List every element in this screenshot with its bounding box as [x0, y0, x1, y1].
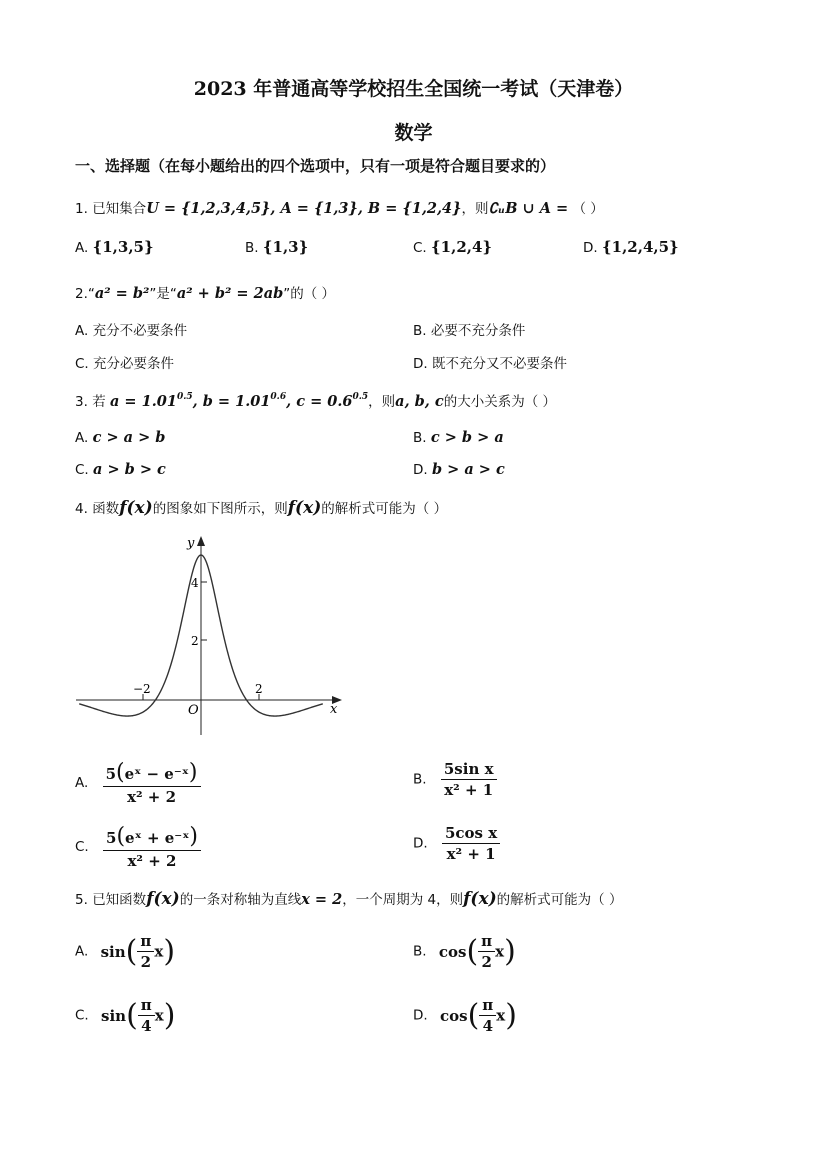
option-label: A.: [75, 323, 89, 339]
option-text: 充分必要条件: [93, 356, 175, 372]
origin-label: O: [188, 703, 199, 718]
option-text: a > b > c: [93, 461, 166, 478]
variable: x: [154, 1006, 164, 1025]
x-tick-label: 2: [255, 682, 263, 696]
denominator: x² + 1: [444, 781, 494, 799]
q5-option-d: D. cos( $\frac{\pi}{4}$ x): [413, 996, 517, 1035]
question-text: ”是“: [149, 286, 177, 302]
option-label: B.: [245, 240, 259, 256]
option-label: B.: [413, 943, 427, 960]
math-vars: a, b, c: [395, 393, 444, 410]
subject-title: 数学: [394, 122, 433, 144]
math-fx: f(x): [287, 498, 322, 518]
question-text: ，一个周期为 4，则: [342, 892, 464, 908]
option-label: D.: [583, 240, 598, 256]
denominator: x² + 1: [446, 845, 496, 863]
numerator: π: [138, 996, 155, 1016]
function-graph: [70, 530, 355, 740]
q1-option-b: [245, 238, 308, 256]
denominator: x² + 2: [127, 788, 177, 806]
q3-option-a: [75, 429, 165, 446]
numerator: 5sin x: [441, 760, 497, 780]
coefficient: 5: [105, 765, 117, 783]
fraction: $\frac{\text{5(eˣ + e⁻ˣ)}}{\text{x² + 2}}$: [103, 824, 201, 870]
question-1: [75, 197, 604, 217]
option-label: C.: [75, 356, 89, 372]
q3-option-c: [75, 461, 166, 478]
question-text: ，则: [368, 394, 396, 410]
math-fx: f(x): [463, 889, 497, 909]
trig-function: sin: [101, 1006, 127, 1025]
q5-option-c: C. sin( $\frac{\pi}{4}$ x): [75, 996, 176, 1035]
question-5: [75, 888, 622, 909]
numerator: π: [137, 932, 154, 952]
c-exponent: 0.5: [352, 392, 369, 402]
question-text: ，则: [461, 201, 489, 217]
math-line: x = 2: [301, 891, 343, 908]
question-4: [75, 497, 447, 518]
question-number: 4.: [75, 501, 88, 517]
question-text: 的解析式可能为（ ）: [321, 501, 448, 517]
math-sets: U = {1,2,3,4,5}, A = {1,3}, B = {1,2,4}: [146, 200, 462, 217]
question-text: 的大小关系为（ ）: [443, 394, 557, 410]
numerator: 5cos x: [442, 824, 500, 844]
math-fx: f(x): [119, 498, 153, 518]
math-fx: f(x): [146, 889, 180, 909]
option-label: D.: [413, 356, 428, 372]
trig-function: cos: [439, 1006, 468, 1025]
math-condition-1: a² = b²: [94, 285, 150, 302]
question-text: ”的（ ）: [283, 286, 336, 302]
fraction: [137, 932, 154, 971]
a-expr: a = 1.01: [109, 393, 177, 410]
section-heading: 一、选择题（在每小题给出的四个选项中，只有一项是符合题目要求的）: [75, 157, 556, 175]
q4-option-b: [413, 760, 497, 799]
numerator: π: [479, 996, 496, 1016]
quote: “: [87, 286, 95, 302]
math-abc: [110, 393, 368, 410]
c-expr: , c = 0.6: [286, 393, 353, 410]
numerator: π: [478, 932, 495, 952]
fraction: $\frac{\text{5(eˣ − e⁻ˣ)}}{\text{x² + 2}}$: [103, 760, 201, 806]
x-axis-label: x: [330, 702, 338, 717]
option-label: A.: [75, 240, 89, 256]
question-text: 的图象如下图所示，则: [152, 501, 288, 517]
q4-option-d: [413, 824, 500, 863]
fraction: [478, 932, 495, 971]
option-label: C.: [75, 839, 89, 855]
question-text: 已知函数: [92, 892, 147, 908]
q4-option-a: [75, 760, 201, 806]
question-text: 已知集合: [92, 201, 147, 217]
question-text: 若: [92, 394, 106, 410]
option-text: c > a > b: [92, 429, 166, 446]
option-text: c > b > a: [430, 429, 504, 446]
option-label: A.: [75, 943, 89, 960]
fraction: [442, 824, 500, 863]
fraction: [138, 996, 155, 1035]
question-text: 的一条对称轴为直线: [179, 892, 302, 908]
option-label: C.: [413, 240, 427, 256]
trig-function: cos: [438, 942, 467, 961]
math-expression: ∁ᵤB ∪ A =: [488, 200, 569, 217]
q4-option-c: [75, 824, 201, 870]
q2-option-c: [75, 352, 174, 372]
q3-option-d: [413, 461, 505, 478]
denominator: 4: [141, 1017, 152, 1035]
exam-title: 2023 年普通高等学校招生全国统一考试（天津卷）: [193, 78, 634, 100]
question-number: 3.: [75, 394, 88, 410]
denominator: 2: [481, 953, 492, 971]
y-axis-label: y: [187, 536, 195, 551]
option-label: A.: [75, 775, 89, 791]
variable: x: [495, 942, 505, 961]
q1-option-c: [413, 238, 492, 256]
option-label: B.: [413, 771, 427, 788]
denominator: 4: [482, 1017, 493, 1035]
fraction: [479, 996, 496, 1035]
numerator: eˣ + e⁻ˣ: [125, 829, 190, 847]
q1-option-a: [75, 238, 154, 256]
q2-option-a: [75, 319, 187, 339]
option-text: {1,3}: [262, 238, 309, 256]
option-text: 充分不必要条件: [92, 323, 188, 339]
option-label: B.: [413, 430, 427, 446]
variable: x: [496, 1006, 506, 1025]
x-tick-label: −2: [133, 682, 151, 696]
q2-option-d: [413, 352, 567, 372]
option-text: b > a > c: [431, 461, 505, 478]
b-expr: , b = 1.01: [192, 393, 271, 410]
a-exponent: 0.5: [176, 392, 193, 402]
q5-option-b: B. cos( $\frac{\pi}{2}$ x): [413, 932, 516, 971]
y-tick-label: 4: [191, 576, 199, 590]
fraction: [441, 760, 497, 799]
option-text: {1,2,4,5}: [601, 238, 679, 256]
variable: x: [154, 942, 164, 961]
y-axis-arrow: [197, 536, 205, 546]
denominator: 2: [140, 953, 152, 971]
question-text: 的解析式可能为（ ）: [496, 892, 623, 908]
option-label: D.: [413, 835, 428, 852]
option-text: 既不充分又不必要条件: [431, 356, 567, 372]
trig-function: sin: [100, 942, 126, 961]
option-text: {1,3,5}: [92, 238, 154, 256]
q3-option-b: [413, 429, 504, 446]
coefficient: 5: [106, 829, 117, 847]
math-condition-2: a² + b² = 2ab: [176, 285, 284, 302]
q1-option-d: [583, 238, 679, 256]
option-label: D.: [413, 462, 428, 478]
q2-option-b: [413, 319, 525, 339]
question-2: [75, 282, 335, 302]
denominator: x² + 2: [127, 852, 177, 870]
question-text: 函数: [92, 501, 120, 517]
option-text: {1,2,4}: [431, 238, 493, 256]
q5-option-a: A. sin( $\frac{\pi}{2}$ x): [75, 932, 176, 971]
question-number: 5.: [75, 892, 88, 908]
question-number: 2.: [75, 286, 88, 302]
option-label: A.: [75, 430, 89, 446]
option-label: C.: [75, 462, 89, 478]
option-label: C.: [75, 1007, 89, 1024]
question-number: 1.: [75, 201, 88, 217]
option-label: B.: [413, 323, 427, 339]
y-tick-label: 2: [191, 634, 199, 648]
option-label: D.: [413, 1007, 428, 1024]
option-text: 必要不充分条件: [430, 323, 526, 339]
b-exponent: 0.6: [270, 392, 287, 402]
numerator: eˣ − e⁻ˣ: [124, 765, 189, 783]
answer-paren: （ ）: [572, 201, 604, 217]
question-3: [75, 390, 556, 410]
